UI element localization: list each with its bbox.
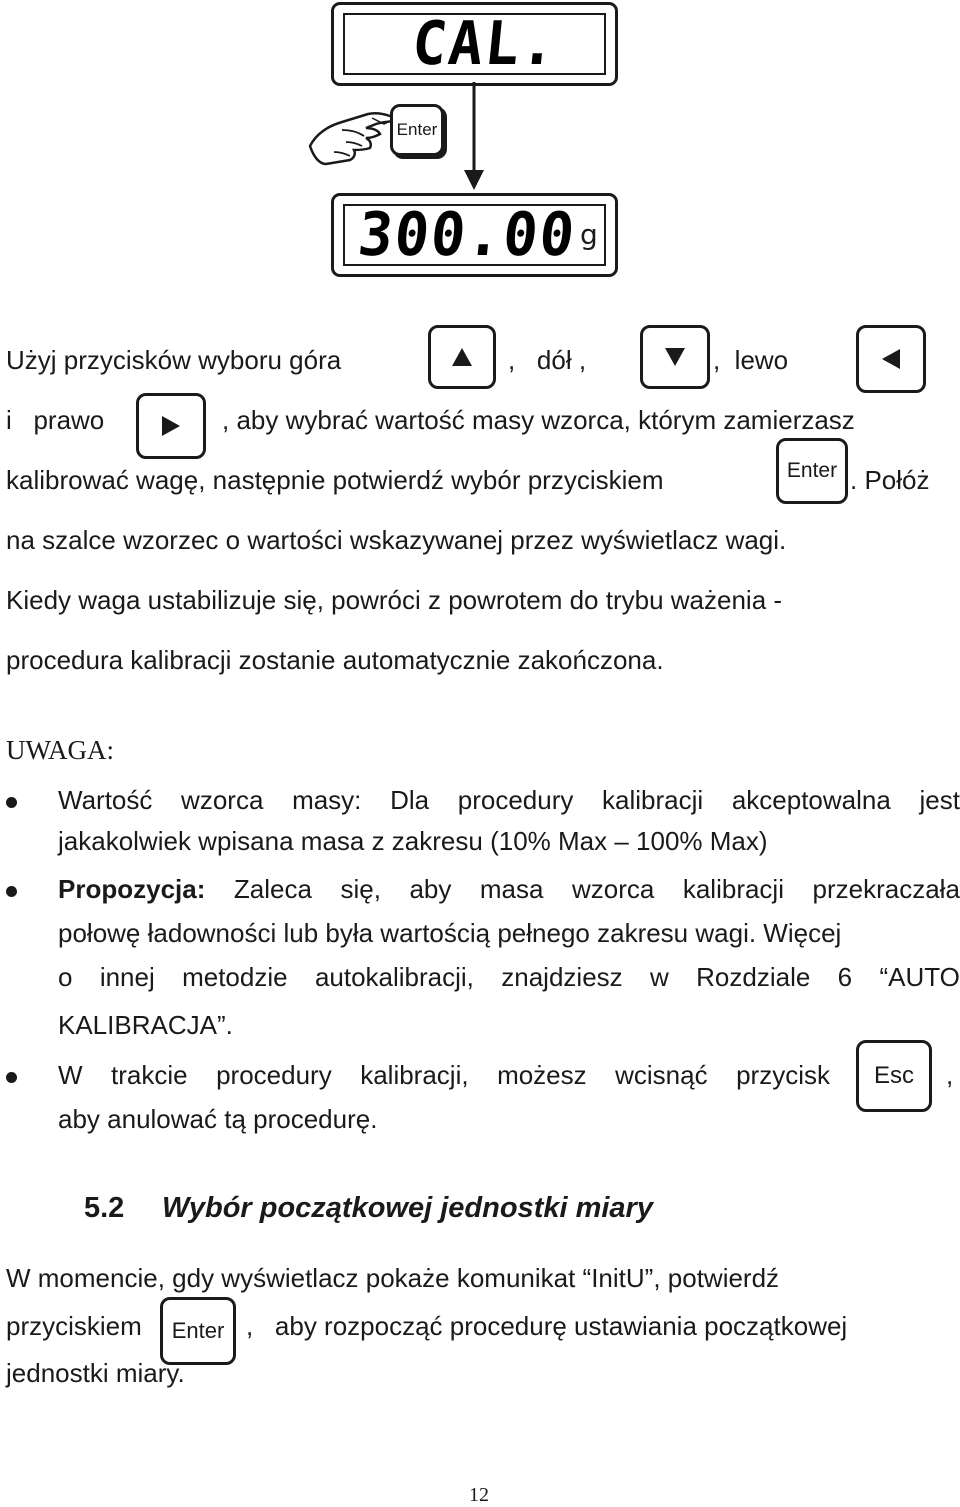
para1-line2-a: i prawo [6,405,105,435]
esc-key-inline-label: Esc [873,1062,914,1089]
bullet-2 [6,886,17,897]
word: procedury [457,785,574,815]
word: kalibracji [682,874,784,904]
para1-line3-a: kalibrować wagę, następnie potwierdź wybór przyciskiem [6,465,664,495]
word: autokalibracji, [314,962,474,992]
display-weight-unit: g [580,218,598,251]
note-b2-line1 [58,874,960,905]
word: aby [409,874,452,904]
word: 6 [837,962,853,992]
enter-key-illustration-label: Enter [396,120,438,139]
enter-key-inline-2-label: Enter [171,1318,225,1343]
enter-key-inline-1 [776,438,848,504]
section-title: Wybór początkowej jednostki miary [162,1192,653,1224]
word: Rozdziale [696,962,811,992]
word: możesz [497,1060,587,1090]
para1-line2-b: , aby wybrać wartość masy wzorca, którym zamierzasz [222,405,855,435]
note-b1-line1 [58,785,960,816]
note-b2-line2: połowę ładowności lub była wartością pełnego zakresu wagi. Więcej [58,918,842,948]
word: jest [919,785,960,815]
word: innej [99,962,155,992]
word: kalibracji, [360,1060,469,1090]
down-key [640,325,710,389]
note-heading: UWAGA: [6,735,114,765]
word: kalibracji [602,785,704,815]
para2-line2b: , aby rozpocząć procedurę ustawiania początkowej [246,1311,848,1341]
up-key [428,325,496,389]
left-key [856,325,926,393]
word: Dla [390,785,430,815]
para2-line2a: przyciskiem [6,1311,142,1341]
display-cal-text: CAL. [409,9,561,79]
note-b2-line3 [58,962,960,993]
word: masy: [292,785,362,815]
para1-line6: procedura kalibracji zostanie automatycznie zakończona. [6,645,664,675]
note-b3-line2: aby anulować tą procedurę. [58,1104,378,1134]
para1-line1-a: Użyj przycisków wyboru góra [6,345,342,375]
note-b2-line4: KALIBRACJA”. [58,1010,233,1040]
para1-line1-c: , lewo [713,345,789,375]
word: przycisk [736,1060,830,1090]
triangle-up-icon [452,348,472,366]
enter-key-illustration [390,104,444,156]
enter-key-inline-1-label: Enter [786,459,838,482]
word: w [650,962,669,992]
word: wzorca [181,785,264,815]
word: metodzie [182,962,288,992]
right-key [136,393,206,459]
word: masa [479,874,544,904]
display-weight-value: 300.00 [355,200,580,270]
note-b1-line2: jakakolwiek wpisana masa z zakresu (10% Max – 100% Max) [58,826,768,856]
arrow-down-connector [462,82,486,197]
section-number: 5.2 [84,1192,125,1224]
para1-line3-b: . Połóż [850,465,930,495]
word: Zaleca [233,874,312,904]
note-b3-comma: , [946,1060,954,1090]
word: wzorca [571,874,655,904]
word: akceptowalna [731,785,891,815]
para1-line1-b: , dół , [508,345,587,375]
word: W [58,1060,83,1090]
word: przekraczała [812,874,960,904]
display-cal [331,2,618,86]
word: znajdziesz [501,962,623,992]
para1-line5: Kiedy waga ustabilizuje się, powróci z powrotem do trybu ważenia - [6,585,783,615]
display-weight [331,193,618,277]
bullet-3 [6,1072,17,1083]
para1-line4: na szalce wzorzec o wartości wskazywanej przez wyświetlacz wagi. [6,525,787,555]
triangle-left-icon [882,349,900,369]
word: Wartość [58,785,153,815]
bullet-1 [6,797,17,808]
esc-key-inline [856,1040,932,1112]
word: “AUTO [879,962,960,992]
proposal-label: Propozycja: [58,874,206,904]
para2-line3: jednostki miary. [6,1358,185,1388]
enter-key-inline-2 [160,1297,236,1365]
word: trakcie [111,1060,188,1090]
page-number: 12 [469,1484,489,1506]
note-b3-line1 [58,1060,830,1091]
word: się, [340,874,381,904]
word: procedury [216,1060,332,1090]
word: o [58,962,73,992]
triangle-right-icon [162,416,180,436]
para2-line1: W momencie, gdy wyświetlacz pokaże komunikat “InitU”, potwierdź [6,1263,780,1293]
word: wcisnąć [615,1060,708,1090]
triangle-down-icon [665,348,685,366]
